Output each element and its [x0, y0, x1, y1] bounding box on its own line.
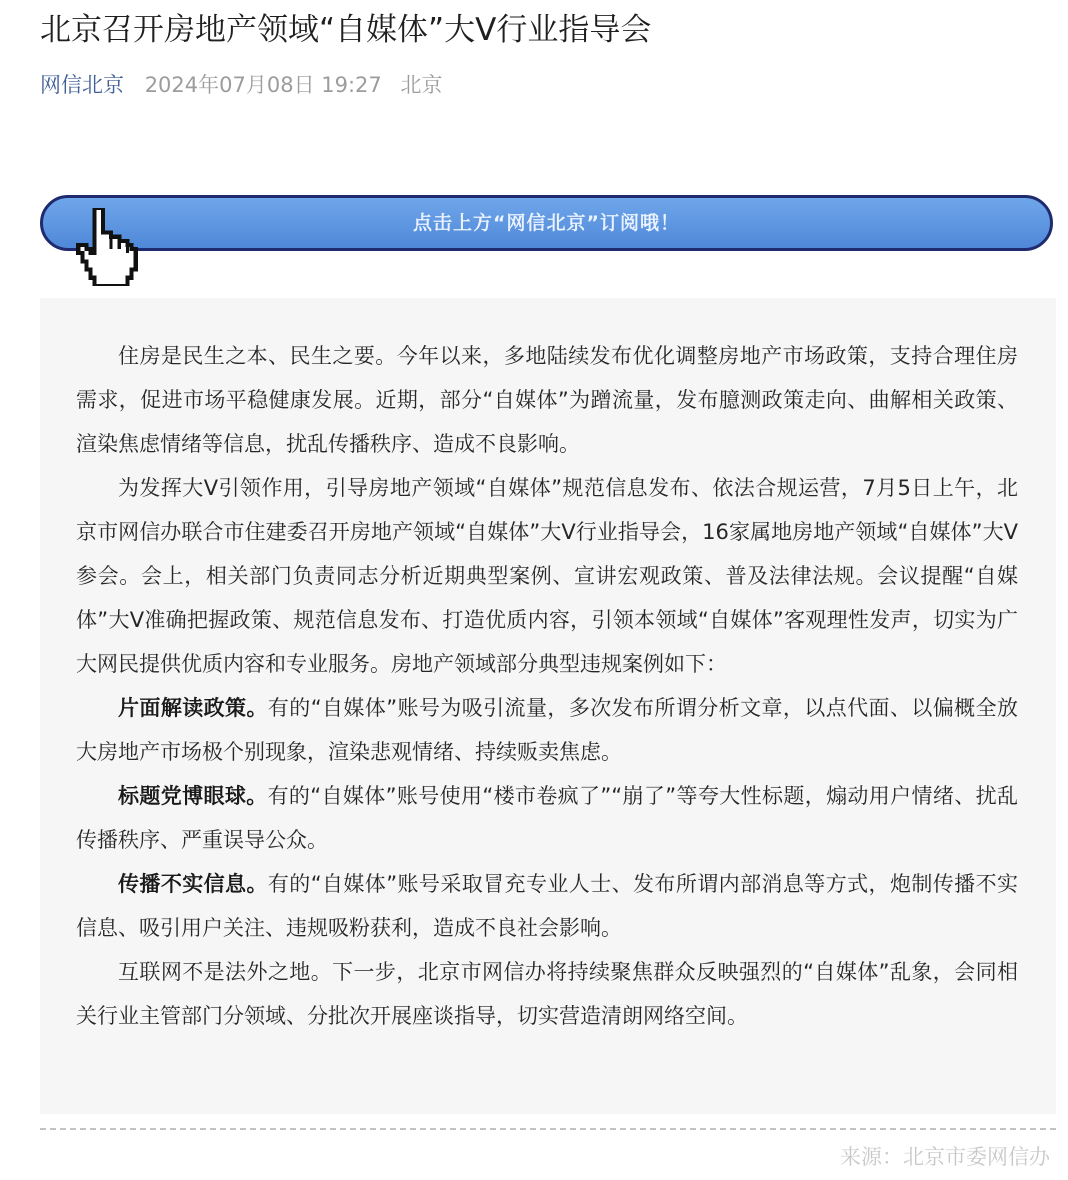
paragraph-case-2 [76, 774, 1018, 862]
paragraph-case-1 [76, 686, 1018, 774]
dashed-divider [40, 1128, 1056, 1130]
case-2-heading: 标题党博眼球。 [118, 784, 268, 808]
publish-date: 2024年07月08日 19:27 [144, 73, 382, 97]
subscribe-banner-label: 点击上方“网信北京”订阅哦！ [413, 212, 680, 234]
publish-location: 北京 [400, 73, 443, 97]
paragraph-conclusion: 互联网不是法外之地。下一步，北京市网信办将持续聚焦群众反映强烈的“自媒体”乱象，会同相关行业主管部门分领域、分批次开展座谈指导，切实营造清朗网络空间。 [76, 960, 1018, 1028]
case-2-text: 有的“自媒体”账号使用“楼市卷疯了”“崩了”等夸大性标题，煽动用户情绪、扰乱传播秩序、严重误导公众。 [76, 784, 1018, 852]
paragraph-case-3 [76, 862, 1018, 950]
paragraph-meeting: 为发挥大V引领作用，引导房地产领域“自媒体”规范信息发布、依法合规运营，7月5日上午，北京市网信办联合市住建委召开房地产领域“自媒体”大V行业指导会，16家属地房地产领域“自媒体”大V参会。会上，相关部门负责同志分析近期典型案例、宣讲宏观政策、普及法律法规。会议提醒“自媒体”大V准确把握政策、规范信息发布、打造优质内容，引领本领域“自媒体”客观理性发声，切实为广大网民提供优质内容和专业服务。房地产领域部分典型违规案例如下： [76, 476, 1018, 676]
case-1-text: 有的“自媒体”账号为吸引流量，多次发布所谓分析文章，以点代面、以偏概全放大房地产市场极个别现象，渲染悲观情绪、持续贩卖焦虑。 [76, 696, 1018, 764]
article-body [40, 298, 1056, 1114]
pointing-hand-icon [74, 208, 140, 286]
article-title: 北京召开房地产领域“自媒体”大V行业指导会 [40, 12, 652, 48]
article-meta [40, 68, 442, 102]
source-watermark: 来源：北京市委网信办 [840, 1145, 1050, 1169]
author-link[interactable]: 网信北京 [40, 73, 124, 97]
case-3-text: 有的“自媒体”账号采取冒充专业人士、发布所谓内部消息等方式，炮制传播不实信息、吸引用户关注、违规吸粉获利，造成不良社会影响。 [76, 872, 1018, 940]
subscribe-banner[interactable] [40, 195, 1053, 251]
paragraph-intro: 住房是民生之本、民生之要。今年以来，多地陆续发布优化调整房地产市场政策，支持合理住房需求，促进市场平稳健康发展。近期，部分“自媒体”为蹭流量，发布臆测政策走向、曲解相关政策、渲染焦虑情绪等信息，扰乱传播秩序、造成不良影响。 [76, 344, 1018, 456]
case-1-heading: 片面解读政策。 [118, 696, 268, 720]
case-3-heading: 传播不实信息。 [118, 872, 268, 896]
